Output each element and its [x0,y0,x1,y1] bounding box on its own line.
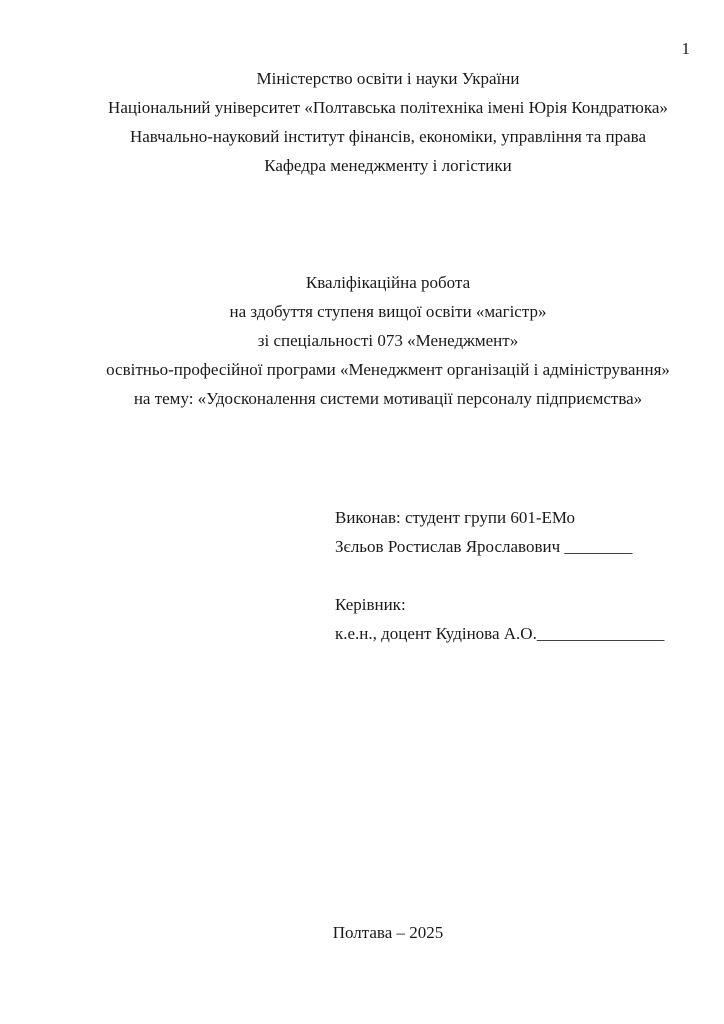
title-line-program: освітньо-професійної програми «Менеджмент організацій і адміністрування» [106,360,670,379]
blank-line [335,561,664,590]
author-name-line: Зєльов Ростислав Ярославович ________ [335,537,633,556]
city-year-line: Полтава – 2025 [332,923,444,942]
title-line-specialty: зі спеціальності 073 «Менеджмент» [257,331,519,350]
header-line-institute: Навчально-науковий інститут фінансів, економіки, управління та права [129,127,647,146]
footer [86,918,690,947]
thesis-title-block [86,268,690,413]
university-header [86,64,690,180]
supervisor-label: Керівник: [335,595,406,614]
author-supervisor-block [335,503,664,648]
header-line-department: Кафедра менеджменту і логістики [264,156,512,175]
header-line-university: Національний університет «Полтавська політехніка імені Юрія Кондратюка» [108,98,668,117]
header-line-ministry: Міністерство освіти і науки України [256,69,520,88]
title-line-work-type: Кваліфікаційна робота [305,273,471,292]
supervisor-name-line: к.е.н., доцент Кудінова А.О._______________ [335,624,665,643]
title-line-degree: на здобуття ступеня вищої освіти «магістр» [229,302,547,321]
page-number: 1 [681,39,690,58]
title-line-topic: на тему: «Удосконалення системи мотивації персоналу підприємства» [133,389,643,408]
performed-by-line: Виконав: студент групи 601-ЕМо [335,508,576,527]
